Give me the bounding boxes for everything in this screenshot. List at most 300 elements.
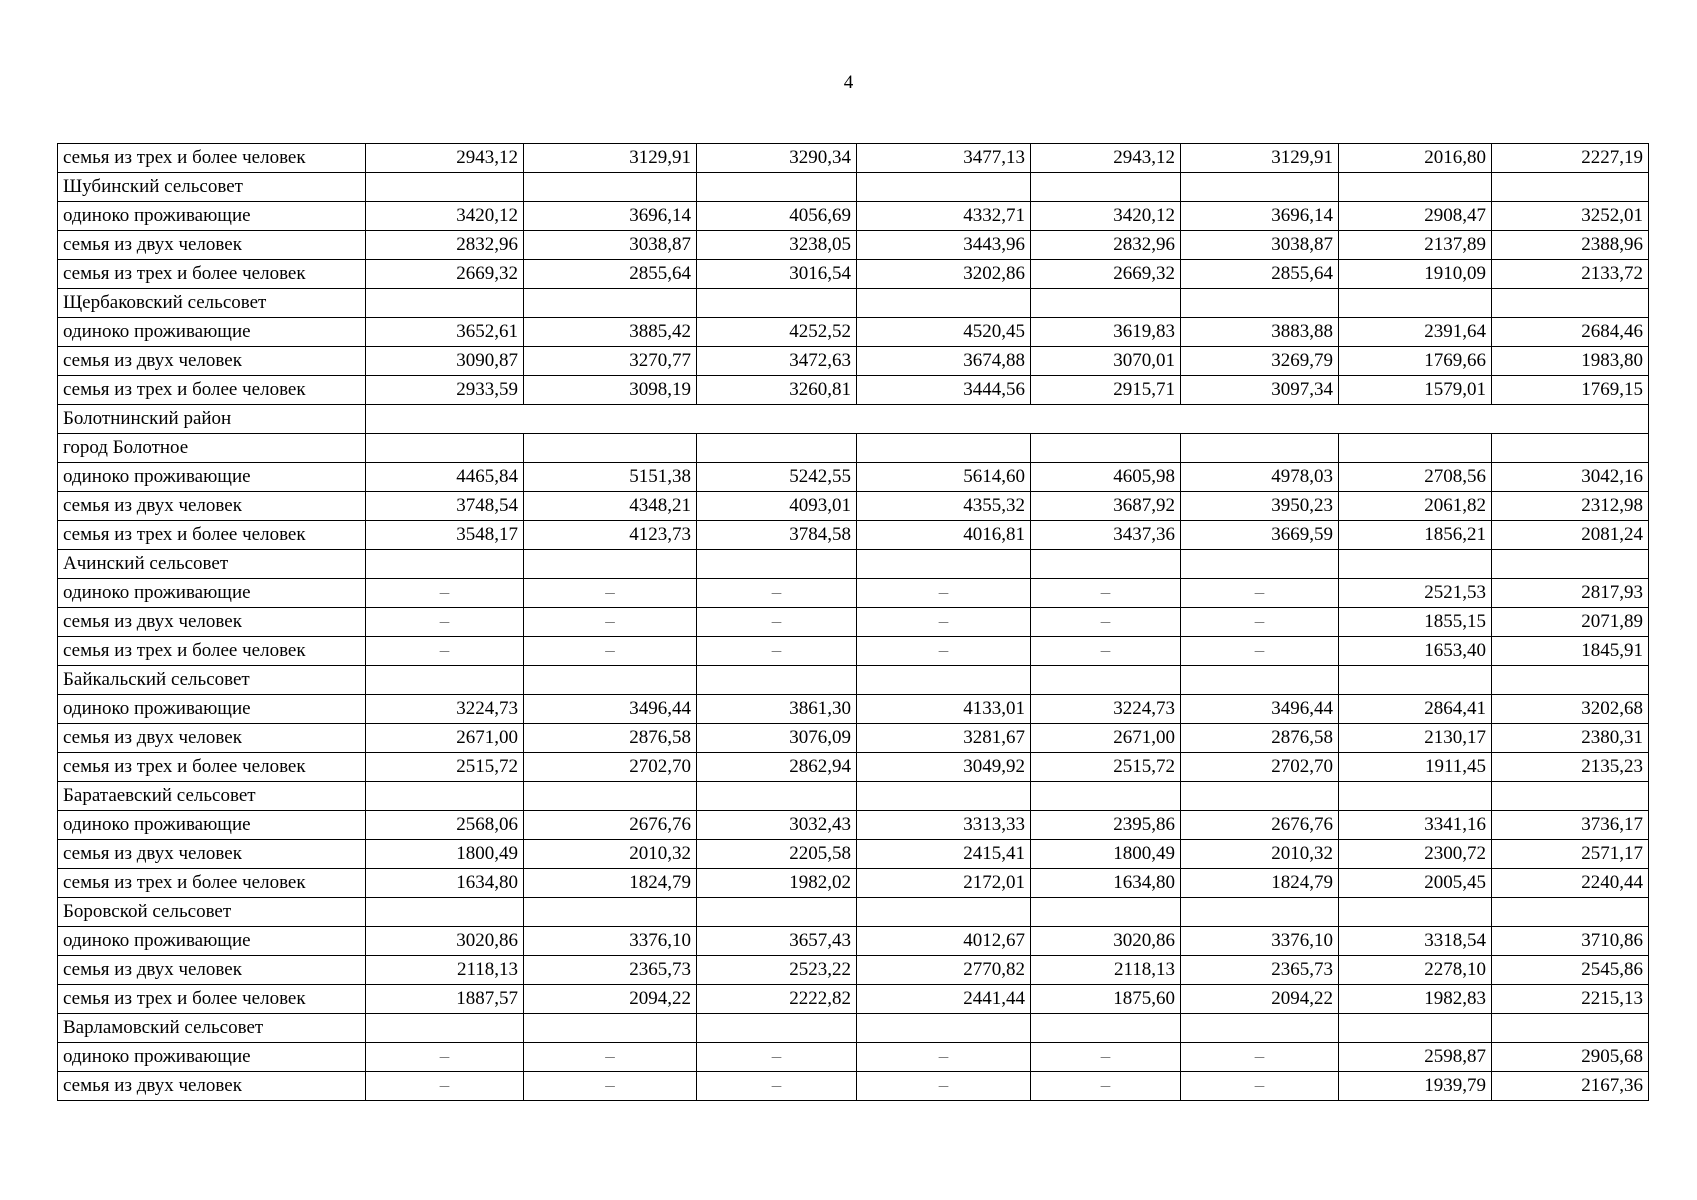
dash-cell: – [1181, 579, 1339, 608]
empty-cell [857, 898, 1031, 927]
group-label: Баратаевский сельсовет [58, 782, 366, 811]
empty-cell [697, 1014, 857, 1043]
value-cell: 3318,54 [1339, 927, 1492, 956]
empty-cell [1492, 782, 1649, 811]
empty-cell [1031, 782, 1181, 811]
table-row [58, 608, 1649, 637]
row-label: одиноко проживающие [58, 579, 366, 608]
empty-cell [1339, 173, 1492, 202]
value-cell: 2365,73 [524, 956, 697, 985]
value-cell: 3290,34 [697, 144, 857, 173]
value-cell: 3038,87 [524, 231, 697, 260]
group-label: Байкальский сельсовет [58, 666, 366, 695]
value-cell: 2135,23 [1492, 753, 1649, 782]
value-cell: 3202,86 [857, 260, 1031, 289]
value-cell: 1875,60 [1031, 985, 1181, 1014]
value-cell: 5151,38 [524, 463, 697, 492]
value-cell: 2278,10 [1339, 956, 1492, 985]
value-cell: 3710,86 [1492, 927, 1649, 956]
group-row [58, 666, 1649, 695]
empty-cell [366, 405, 1649, 434]
value-cell: 4978,03 [1181, 463, 1339, 492]
table-row [58, 318, 1649, 347]
value-cell: 4016,81 [857, 521, 1031, 550]
value-cell: 3376,10 [1181, 927, 1339, 956]
value-cell: 2676,76 [1181, 811, 1339, 840]
empty-cell [1339, 550, 1492, 579]
value-cell: 3098,19 [524, 376, 697, 405]
value-cell: 1634,80 [1031, 869, 1181, 898]
table-row [58, 985, 1649, 1014]
page-number: 4 [843, 72, 854, 93]
empty-cell [697, 782, 857, 811]
dash-cell: – [697, 637, 857, 666]
value-cell: 4093,01 [697, 492, 857, 521]
empty-cell [524, 1014, 697, 1043]
value-cell: 3090,87 [366, 347, 524, 376]
value-cell: 1856,21 [1339, 521, 1492, 550]
group-row [58, 289, 1649, 318]
row-label: семья из трех и более человек [58, 260, 366, 289]
dash-cell: – [1031, 1072, 1181, 1101]
row-label: одиноко проживающие [58, 811, 366, 840]
value-cell: 4123,73 [524, 521, 697, 550]
empty-cell [1031, 289, 1181, 318]
table-row [58, 695, 1649, 724]
value-cell: 3032,43 [697, 811, 857, 840]
empty-cell [857, 434, 1031, 463]
value-cell: 2568,06 [366, 811, 524, 840]
section-row [58, 405, 1649, 434]
dash-cell: – [857, 1043, 1031, 1072]
row-label: семья из трех и более человек [58, 376, 366, 405]
group-label: Ачинский сельсовет [58, 550, 366, 579]
value-cell: 4012,67 [857, 927, 1031, 956]
empty-cell [366, 434, 524, 463]
value-cell: 2240,44 [1492, 869, 1649, 898]
value-cell: 3042,16 [1492, 463, 1649, 492]
value-cell: 2832,96 [366, 231, 524, 260]
value-cell: 4520,45 [857, 318, 1031, 347]
table-row [58, 521, 1649, 550]
value-cell: 2415,41 [857, 840, 1031, 869]
value-cell: 2708,56 [1339, 463, 1492, 492]
row-label: семья из двух человек [58, 492, 366, 521]
value-cell: 1653,40 [1339, 637, 1492, 666]
value-cell: 3674,88 [857, 347, 1031, 376]
value-cell: 4355,32 [857, 492, 1031, 521]
value-cell: 1634,80 [366, 869, 524, 898]
value-cell: 4133,01 [857, 695, 1031, 724]
value-cell: 3281,67 [857, 724, 1031, 753]
value-cell: 2571,17 [1492, 840, 1649, 869]
dash-cell: – [366, 608, 524, 637]
value-cell: 3861,30 [697, 695, 857, 724]
group-label: Боровской сельсовет [58, 898, 366, 927]
value-cell: 3548,17 [366, 521, 524, 550]
empty-cell [524, 289, 697, 318]
value-cell: 2671,00 [366, 724, 524, 753]
empty-cell [524, 173, 697, 202]
table-row [58, 492, 1649, 521]
empty-cell [1181, 550, 1339, 579]
value-cell: 2770,82 [857, 956, 1031, 985]
dash-cell: – [524, 1043, 697, 1072]
empty-cell [1339, 898, 1492, 927]
value-cell: 2864,41 [1339, 695, 1492, 724]
row-label: одиноко проживающие [58, 318, 366, 347]
table-row [58, 753, 1649, 782]
value-cell: 2130,17 [1339, 724, 1492, 753]
empty-cell [524, 434, 697, 463]
dash-cell: – [1031, 579, 1181, 608]
dash-cell: – [366, 1043, 524, 1072]
value-cell: 2133,72 [1492, 260, 1649, 289]
dash-cell: – [857, 1072, 1031, 1101]
table-row [58, 724, 1649, 753]
value-cell: 3652,61 [366, 318, 524, 347]
empty-cell [1339, 1014, 1492, 1043]
empty-cell [1181, 173, 1339, 202]
table-row [58, 811, 1649, 840]
row-label: семья из двух человек [58, 1072, 366, 1101]
group-row [58, 898, 1649, 927]
value-cell: 3224,73 [366, 695, 524, 724]
empty-cell [1031, 1014, 1181, 1043]
value-cell: 3420,12 [1031, 202, 1181, 231]
value-cell: 2684,46 [1492, 318, 1649, 347]
table-row [58, 956, 1649, 985]
dash-cell: – [366, 1072, 524, 1101]
value-cell: 3657,43 [697, 927, 857, 956]
table-row [58, 463, 1649, 492]
value-cell: 2669,32 [366, 260, 524, 289]
value-cell: 3049,92 [857, 753, 1031, 782]
row-label: семья из трех и более человек [58, 869, 366, 898]
row-label: одиноко проживающие [58, 463, 366, 492]
table-row [58, 376, 1649, 405]
empty-cell [1339, 434, 1492, 463]
value-cell: 4465,84 [366, 463, 524, 492]
row-label: семья из двух человек [58, 347, 366, 376]
table-row [58, 637, 1649, 666]
value-cell: 2137,89 [1339, 231, 1492, 260]
value-cell: 2391,64 [1339, 318, 1492, 347]
value-cell: 3269,79 [1181, 347, 1339, 376]
value-cell: 3784,58 [697, 521, 857, 550]
dash-cell: – [1181, 608, 1339, 637]
value-cell: 3313,33 [857, 811, 1031, 840]
value-cell: 2876,58 [1181, 724, 1339, 753]
data-table [57, 143, 1649, 1101]
value-cell: 2876,58 [524, 724, 697, 753]
empty-cell [1181, 898, 1339, 927]
value-cell: 3619,83 [1031, 318, 1181, 347]
empty-cell [857, 666, 1031, 695]
empty-cell [1492, 666, 1649, 695]
value-cell: 2215,13 [1492, 985, 1649, 1014]
empty-cell [697, 898, 857, 927]
value-cell: 3736,17 [1492, 811, 1649, 840]
value-cell: 3496,44 [524, 695, 697, 724]
value-cell: 1982,83 [1339, 985, 1492, 1014]
value-cell: 3376,10 [524, 927, 697, 956]
value-cell: 3020,86 [366, 927, 524, 956]
value-cell: 3696,14 [524, 202, 697, 231]
value-cell: 2118,13 [1031, 956, 1181, 985]
empty-cell [857, 550, 1031, 579]
group-row [58, 782, 1649, 811]
empty-cell [1181, 434, 1339, 463]
value-cell: 3097,34 [1181, 376, 1339, 405]
value-cell: 1800,49 [366, 840, 524, 869]
dash-cell: – [366, 579, 524, 608]
value-cell: 2081,24 [1492, 521, 1649, 550]
value-cell: 2118,13 [366, 956, 524, 985]
dash-cell: – [1031, 637, 1181, 666]
empty-cell [366, 782, 524, 811]
value-cell: 3687,92 [1031, 492, 1181, 521]
value-cell: 1982,02 [697, 869, 857, 898]
empty-cell [1031, 434, 1181, 463]
table-row [58, 1043, 1649, 1072]
value-cell: 3420,12 [366, 202, 524, 231]
value-cell: 3669,59 [1181, 521, 1339, 550]
empty-cell [1339, 666, 1492, 695]
value-cell: 1824,79 [1181, 869, 1339, 898]
empty-cell [1339, 782, 1492, 811]
dash-cell: – [1181, 637, 1339, 666]
empty-cell [857, 1014, 1031, 1043]
value-cell: 1911,45 [1339, 753, 1492, 782]
value-cell: 1910,09 [1339, 260, 1492, 289]
group-row [58, 173, 1649, 202]
value-cell: 2855,64 [524, 260, 697, 289]
group-row [58, 1014, 1649, 1043]
row-label: семья из трех и более человек [58, 521, 366, 550]
value-cell: 2943,12 [1031, 144, 1181, 173]
group-label: город Болотное [58, 434, 366, 463]
dash-cell: – [697, 1072, 857, 1101]
value-cell: 2915,71 [1031, 376, 1181, 405]
empty-cell [366, 289, 524, 318]
value-cell: 2094,22 [1181, 985, 1339, 1014]
value-cell: 3477,13 [857, 144, 1031, 173]
table-row [58, 144, 1649, 173]
group-label: Шубинский сельсовет [58, 173, 366, 202]
table-row [58, 260, 1649, 289]
value-cell: 2671,00 [1031, 724, 1181, 753]
dash-cell: – [1181, 1043, 1339, 1072]
value-cell: 2862,94 [697, 753, 857, 782]
empty-cell [1181, 782, 1339, 811]
group-label: Варламовский сельсовет [58, 1014, 366, 1043]
empty-cell [1492, 550, 1649, 579]
row-label: одиноко проживающие [58, 202, 366, 231]
dash-cell: – [524, 608, 697, 637]
value-cell: 2905,68 [1492, 1043, 1649, 1072]
dash-cell: – [524, 579, 697, 608]
empty-cell [366, 1014, 524, 1043]
dash-cell: – [366, 637, 524, 666]
dash-cell: – [1031, 1043, 1181, 1072]
value-cell: 2388,96 [1492, 231, 1649, 260]
table-row [58, 840, 1649, 869]
value-cell: 2817,93 [1492, 579, 1649, 608]
value-cell: 3238,05 [697, 231, 857, 260]
row-label: семья из двух человек [58, 608, 366, 637]
table-row [58, 869, 1649, 898]
dash-cell: – [697, 1043, 857, 1072]
value-cell: 2172,01 [857, 869, 1031, 898]
value-cell: 2094,22 [524, 985, 697, 1014]
value-cell: 3444,56 [857, 376, 1031, 405]
empty-cell [697, 434, 857, 463]
row-label: семья из двух человек [58, 724, 366, 753]
value-cell: 3224,73 [1031, 695, 1181, 724]
value-cell: 1769,15 [1492, 376, 1649, 405]
empty-cell [857, 782, 1031, 811]
value-cell: 2205,58 [697, 840, 857, 869]
value-cell: 1855,15 [1339, 608, 1492, 637]
empty-cell [1492, 1014, 1649, 1043]
value-cell: 5242,55 [697, 463, 857, 492]
value-cell: 1824,79 [524, 869, 697, 898]
value-cell: 2365,73 [1181, 956, 1339, 985]
row-label: семья из трех и более человек [58, 144, 366, 173]
value-cell: 2855,64 [1181, 260, 1339, 289]
dash-cell: – [857, 608, 1031, 637]
table-row [58, 1072, 1649, 1101]
value-cell: 1579,01 [1339, 376, 1492, 405]
value-cell: 4252,52 [697, 318, 857, 347]
section-label: Болотнинский район [58, 405, 366, 434]
value-cell: 1887,57 [366, 985, 524, 1014]
empty-cell [697, 666, 857, 695]
value-cell: 1983,80 [1492, 347, 1649, 376]
value-cell: 2222,82 [697, 985, 857, 1014]
value-cell: 2167,36 [1492, 1072, 1649, 1101]
row-label: семья из трех и более человек [58, 753, 366, 782]
value-cell: 3472,63 [697, 347, 857, 376]
row-label: семья из трех и более человек [58, 637, 366, 666]
value-cell: 1800,49 [1031, 840, 1181, 869]
value-cell: 2676,76 [524, 811, 697, 840]
value-cell: 3260,81 [697, 376, 857, 405]
value-cell: 2908,47 [1339, 202, 1492, 231]
value-cell: 3129,91 [1181, 144, 1339, 173]
value-cell: 3885,42 [524, 318, 697, 347]
empty-cell [1181, 1014, 1339, 1043]
empty-cell [1492, 434, 1649, 463]
value-cell: 2016,80 [1339, 144, 1492, 173]
group-row [58, 550, 1649, 579]
empty-cell [697, 289, 857, 318]
empty-cell [1181, 666, 1339, 695]
row-label: одиноко проживающие [58, 695, 366, 724]
empty-cell [1492, 289, 1649, 318]
value-cell: 2010,32 [524, 840, 697, 869]
empty-cell [697, 173, 857, 202]
empty-cell [1031, 550, 1181, 579]
value-cell: 3076,09 [697, 724, 857, 753]
empty-cell [1031, 666, 1181, 695]
dash-cell: – [697, 579, 857, 608]
value-cell: 3270,77 [524, 347, 697, 376]
value-cell: 2380,31 [1492, 724, 1649, 753]
dash-cell: – [697, 608, 857, 637]
value-cell: 3696,14 [1181, 202, 1339, 231]
value-cell: 1769,66 [1339, 347, 1492, 376]
empty-cell [524, 898, 697, 927]
value-cell: 5614,60 [857, 463, 1031, 492]
value-cell: 1845,91 [1492, 637, 1649, 666]
value-cell: 4332,71 [857, 202, 1031, 231]
row-label: семья из двух человек [58, 956, 366, 985]
group-row [58, 434, 1649, 463]
value-cell: 3437,36 [1031, 521, 1181, 550]
table-row [58, 927, 1649, 956]
value-cell: 4605,98 [1031, 463, 1181, 492]
table-row [58, 202, 1649, 231]
value-cell: 3129,91 [524, 144, 697, 173]
value-cell: 3748,54 [366, 492, 524, 521]
table-body [58, 144, 1649, 1101]
value-cell: 2523,22 [697, 956, 857, 985]
empty-cell [1181, 289, 1339, 318]
value-cell: 2598,87 [1339, 1043, 1492, 1072]
value-cell: 3252,01 [1492, 202, 1649, 231]
row-label: семья из двух человек [58, 231, 366, 260]
dash-cell: – [524, 637, 697, 666]
value-cell: 2515,72 [1031, 753, 1181, 782]
value-cell: 3883,88 [1181, 318, 1339, 347]
value-cell: 2832,96 [1031, 231, 1181, 260]
row-label: семья из двух человек [58, 840, 366, 869]
value-cell: 2933,59 [366, 376, 524, 405]
empty-cell [1492, 898, 1649, 927]
value-cell: 2010,32 [1181, 840, 1339, 869]
value-cell: 3038,87 [1181, 231, 1339, 260]
table-row [58, 231, 1649, 260]
dash-cell: – [857, 637, 1031, 666]
dash-cell: – [1031, 608, 1181, 637]
empty-cell [857, 173, 1031, 202]
empty-cell [366, 666, 524, 695]
empty-cell [697, 550, 857, 579]
empty-cell [524, 782, 697, 811]
row-label: одиноко проживающие [58, 1043, 366, 1072]
group-label: Щербаковский сельсовет [58, 289, 366, 318]
value-cell: 2515,72 [366, 753, 524, 782]
dash-cell: – [1181, 1072, 1339, 1101]
empty-cell [366, 550, 524, 579]
row-label: семья из трех и более человек [58, 985, 366, 1014]
value-cell: 2005,45 [1339, 869, 1492, 898]
value-cell: 1939,79 [1339, 1072, 1492, 1101]
dash-cell: – [524, 1072, 697, 1101]
value-cell: 2227,19 [1492, 144, 1649, 173]
value-cell: 4056,69 [697, 202, 857, 231]
empty-cell [524, 550, 697, 579]
value-cell: 4348,21 [524, 492, 697, 521]
value-cell: 2943,12 [366, 144, 524, 173]
empty-cell [1492, 173, 1649, 202]
value-cell: 3202,68 [1492, 695, 1649, 724]
value-cell: 3070,01 [1031, 347, 1181, 376]
value-cell: 2312,98 [1492, 492, 1649, 521]
empty-cell [1339, 289, 1492, 318]
